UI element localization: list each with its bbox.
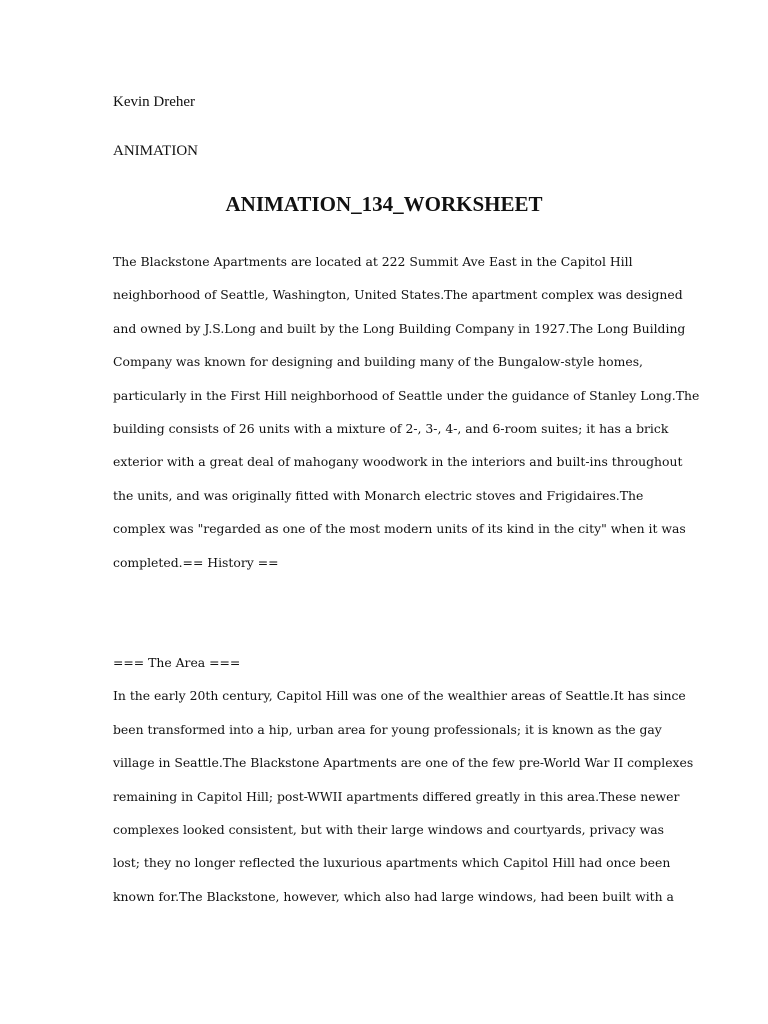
paragraph-line: and owned by J.S.Long and built by the Long Building Company in 1927.The Long Building (113, 320, 686, 336)
paragraph-line: Company was known for designing and building many of the Bungalow-style homes, (113, 354, 643, 370)
paragraph-line: complex was "regarded as one of the most modern units of its kind in the city" when it was (113, 521, 686, 537)
paragraph-line: lost; they no longer reflected the luxurious apartments which Capitol Hill had once been (113, 855, 671, 871)
paragraph-the-area (113, 654, 693, 921)
paragraph-line: remaining in Capitol Hill; post-WWII apartments differed greatly in this area.These newer (113, 788, 680, 804)
paragraph-line: neighborhood of Seattle, Washington, United States.The apartment complex was designed (113, 287, 683, 303)
section-heading-line: === The Area === (113, 655, 241, 670)
paragraph-line: The Blackstone Apartments are located at 222 Summit Ave East in the Capitol Hill (113, 254, 633, 269)
paragraph-line: building consists of 26 units with a mixture of 2-, 3-, 4-, and 6-room suites; it has a brick (113, 420, 669, 436)
paragraph-line: complexes looked consistent, but with their large windows and courtyards, privacy was (113, 821, 664, 837)
paragraph-line: exterior with a great deal of mahogany woodwork in the interiors and built-ins throughout (113, 454, 683, 470)
course-name: ANIMATION (113, 143, 198, 159)
paragraph-line: village in Seattle.The Blackstone Apartments are one of the few pre-World War II complexes (113, 755, 694, 771)
paragraph-line: completed.== History == (113, 554, 279, 570)
paragraph-line: the units, and was originally fitted with Monarch electric stoves and Frigidaires.The (113, 487, 644, 503)
paragraph-line: In the early 20th century, Capitol Hill was one of the wealthier areas of Seattle.It has since (113, 688, 686, 704)
document-title: ANIMATION_134_WORKSHEET (225, 192, 543, 216)
paragraph-history (113, 253, 699, 587)
paragraph-line: known for.The Blackstone, however, which also had large windows, had been built with a (113, 888, 674, 904)
paragraph-line: been transformed into a hip, urban area for young professionals; it is known as the gay (113, 721, 662, 737)
paragraph-line: particularly in the First Hill neighborhood of Seattle under the guidance of Stanley Long.The (113, 387, 700, 403)
author-name: Kevin Dreher (113, 94, 196, 110)
